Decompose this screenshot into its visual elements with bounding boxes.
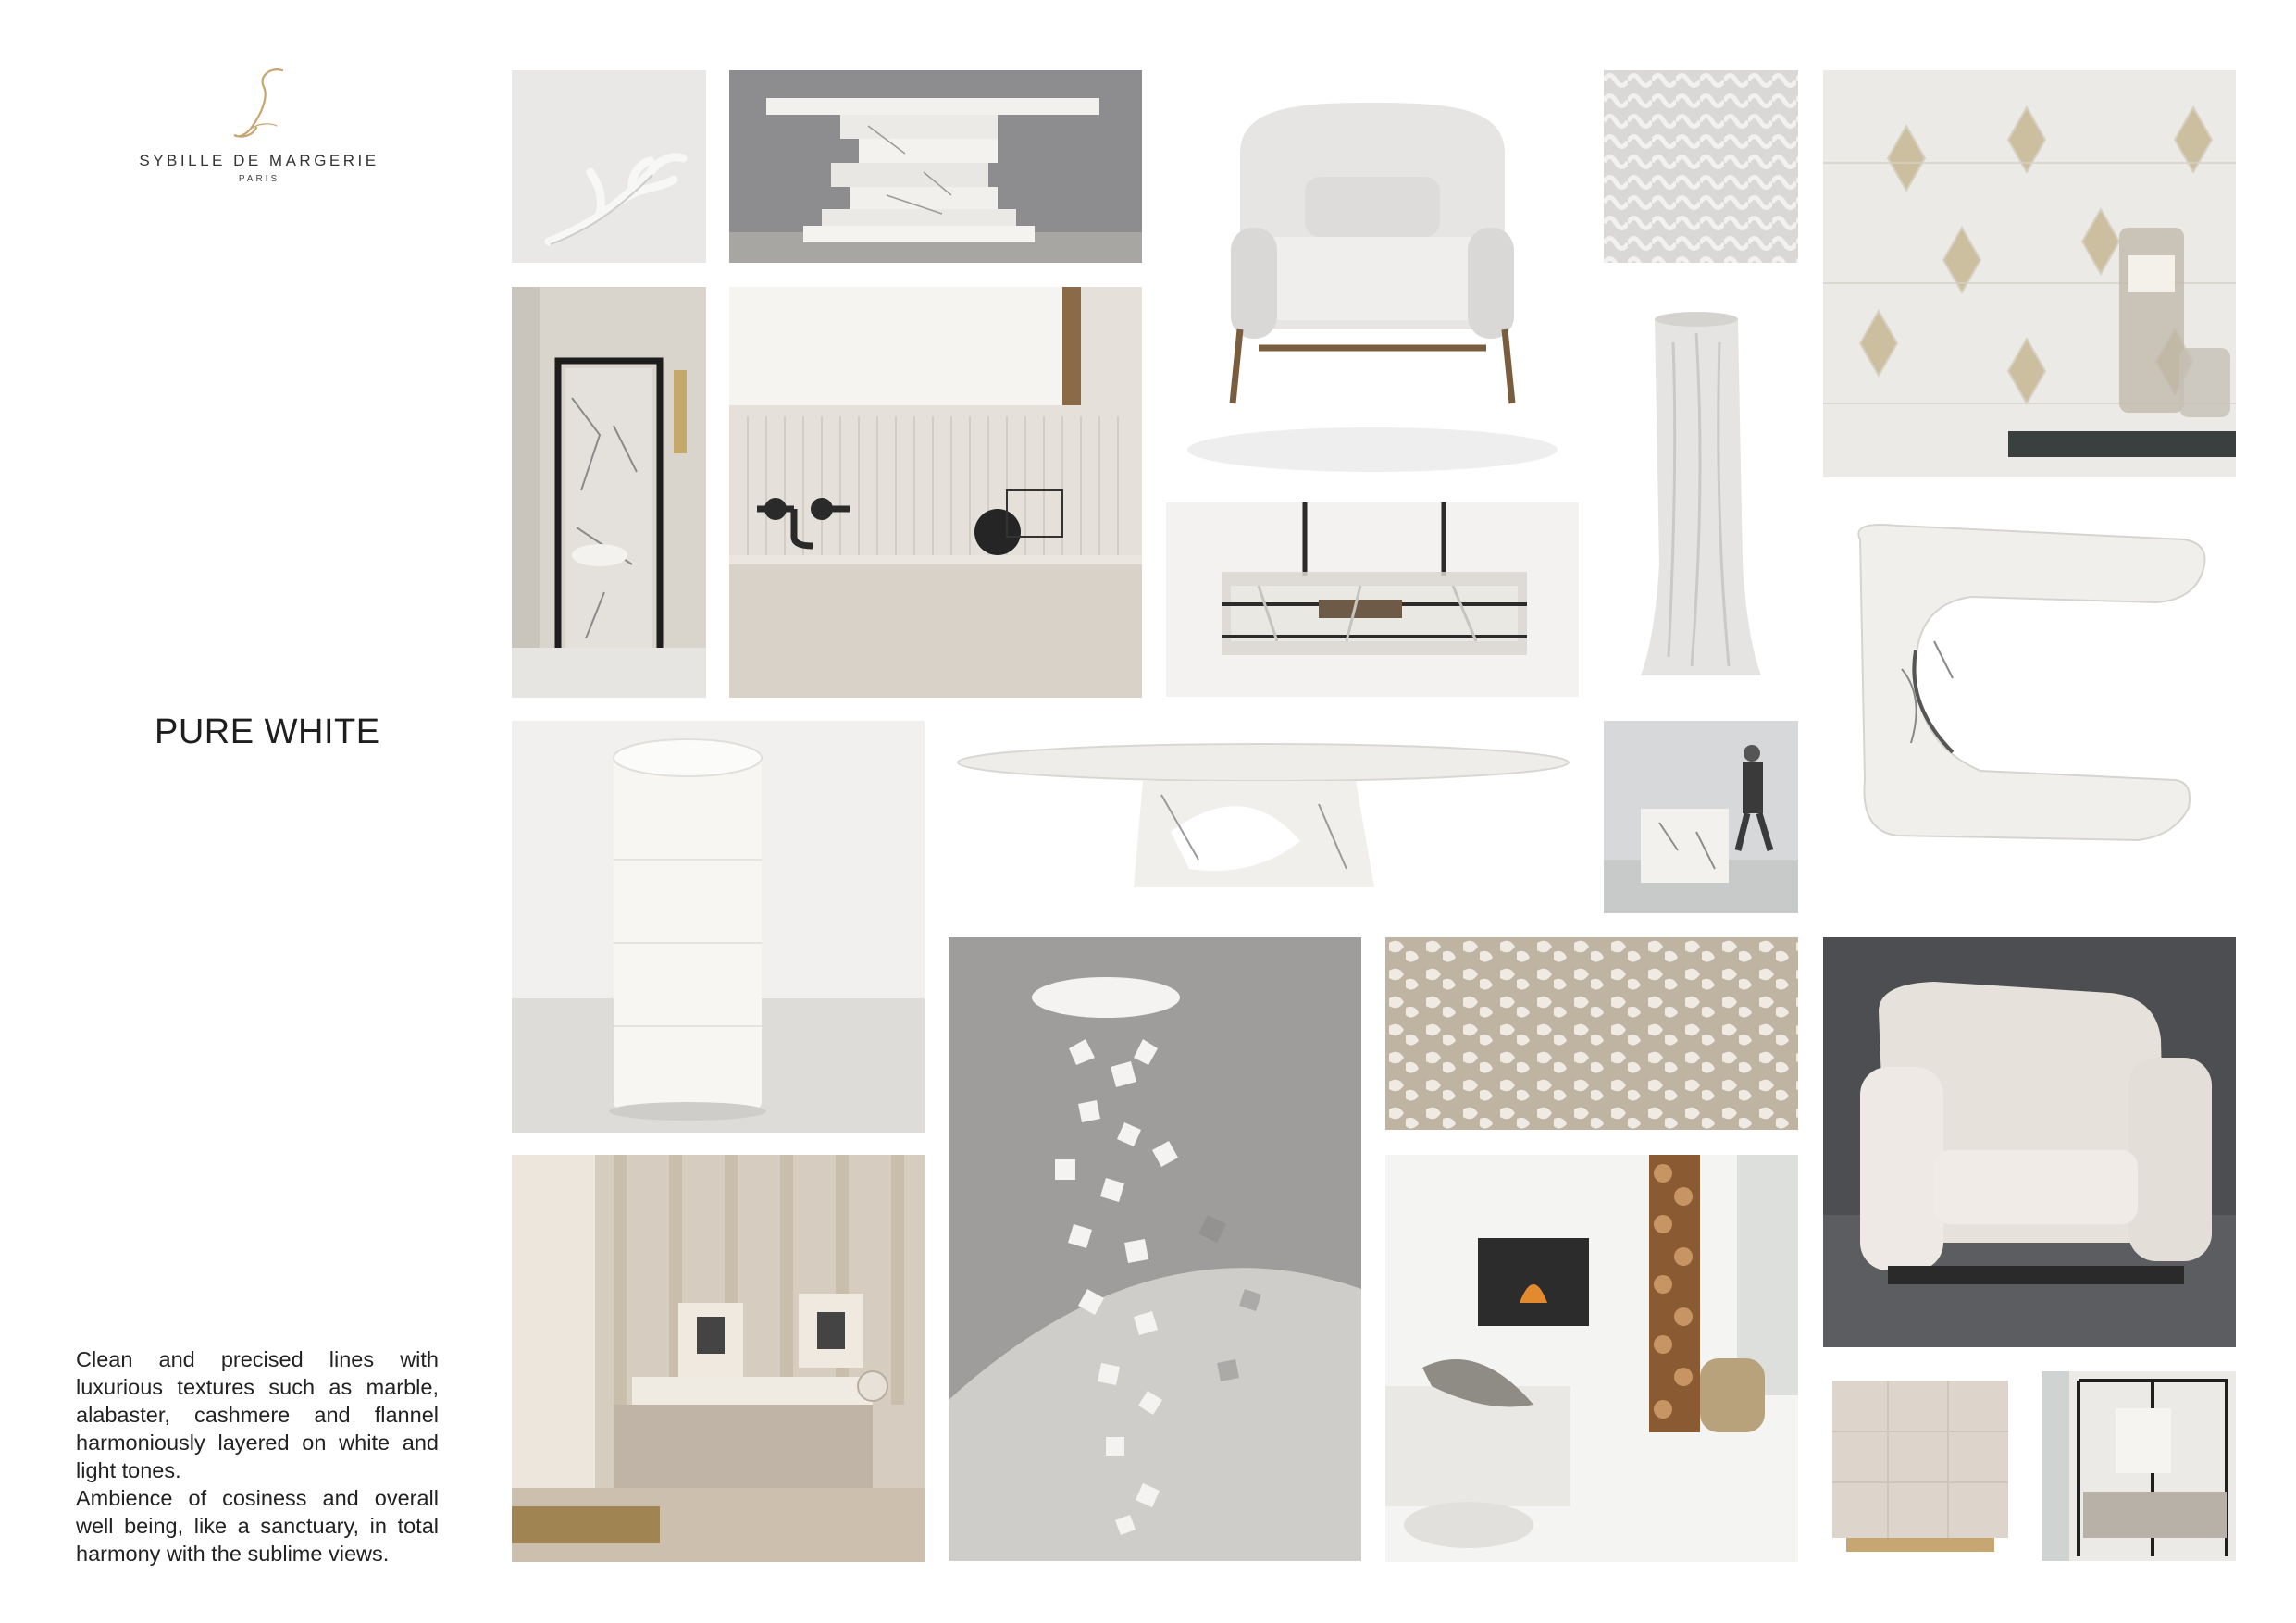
petal-chandelier-photo xyxy=(949,937,1361,1561)
parchment-cube-photo xyxy=(1823,1371,2017,1561)
marble-console-photo xyxy=(729,70,1142,263)
armchair-photo xyxy=(1166,70,1579,477)
description-paragraph: Ambience of cosiness and overall well being, like a sanctuary, in total harmony with the sublime views. xyxy=(76,1486,439,1566)
canopy-bed-photo xyxy=(2042,1371,2236,1561)
star-tile-photo xyxy=(1823,70,2236,477)
pedestal-basin-photo xyxy=(512,721,925,1133)
chandelier-photo xyxy=(1166,502,1579,697)
brand-city: PARIS xyxy=(238,174,280,184)
brand-logo xyxy=(134,65,384,185)
curved-marble-table-photo xyxy=(1823,502,2236,912)
marble-block-photo xyxy=(1604,721,1798,913)
board-description xyxy=(76,1345,439,1567)
marble-bathroom-photo xyxy=(512,287,706,698)
oval-table-photo xyxy=(949,721,1579,913)
shearling-armchair-photo xyxy=(1823,937,2236,1347)
rug-texture-photo xyxy=(1385,937,1798,1130)
stone-basin-photo xyxy=(729,287,1142,698)
fireplace-photo xyxy=(1385,1155,1798,1562)
brand-name: SYBILLE DE MARGERIE xyxy=(139,152,379,169)
branch-relief-photo xyxy=(512,70,706,263)
description-paragraph: Clean and precised lines with luxurious textures such as marble, alabaster, cashmere and flannel harmoniously layered on white and light tones. xyxy=(76,1347,439,1482)
signature-s-icon xyxy=(217,65,301,146)
trunk-vase-photo xyxy=(1604,287,1798,698)
board-title: PURE WHITE xyxy=(155,712,380,751)
bedroom-photo xyxy=(512,1155,925,1562)
quilted-texture-photo xyxy=(1604,70,1798,263)
